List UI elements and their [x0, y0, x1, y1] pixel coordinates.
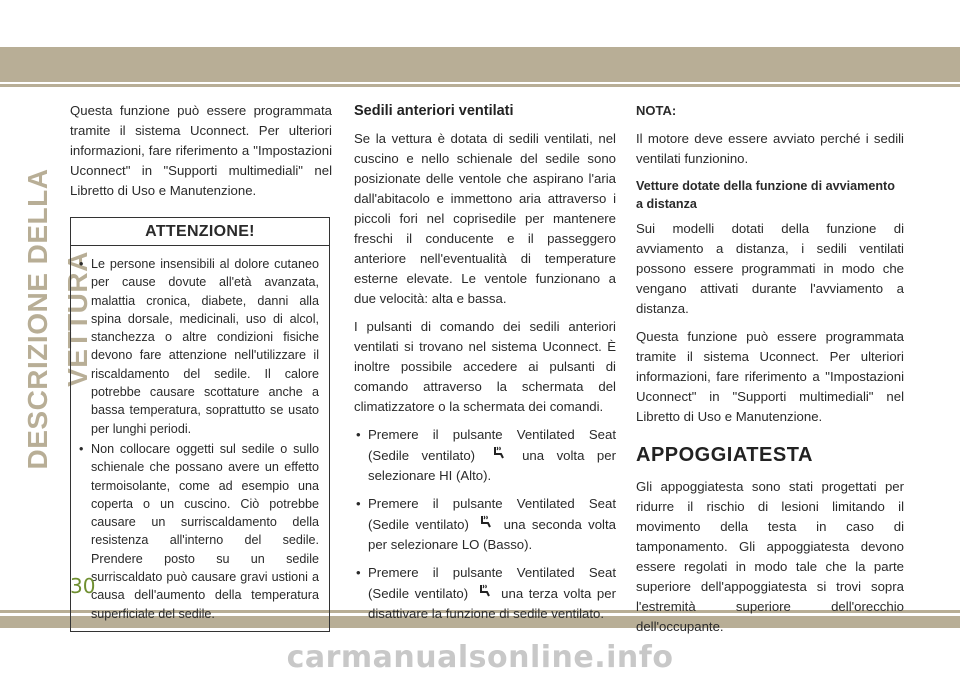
list-item [354, 425, 616, 486]
section-side-tab [18, 104, 93, 534]
ventilated-seat-icon [477, 514, 493, 530]
top-band [0, 47, 960, 82]
paragraph: I pulsanti di comando dei sedili anteriori ventilati si trovano nel sistema Uconnect. È inoltre possibile accedere ai pulsanti di comando attraverso la schermata del climatizzatore o la schermata dei comandi. [354, 319, 616, 414]
note-text: Il motore deve essere avviato perché i sedili ventilati funzionino. [636, 131, 904, 166]
list-item-pre: Premere il pulsante Ventilated Seat (Sedile ventilato) [368, 427, 616, 463]
warning-item: • Non collocare oggetti sul sedile o sullo schienale che possano avere un effetto termoisolante, come ad esempio una coperta o un cuscino. Ciò potrebbe causare un surriscaldamento della resistenza all'interno del sedile. Prendere posto su un sedile surriscaldato può causare gravi ustioni a causa dell'aumento della temperatura superficiale del sedile. [77, 440, 319, 623]
page-number: 30 [70, 574, 96, 598]
section-heading-headrests: APPOGGIATESTA [636, 444, 813, 466]
list-item [354, 494, 616, 555]
watermark: carmanualsonline.info [286, 640, 674, 675]
list-item-post: una volta per selezionare HI (Alto). [368, 448, 616, 483]
warning-title: ATTENZIONE! [71, 218, 329, 246]
subheading-remote-start: Vetture dotate della funzione di avviamento a distanza [636, 179, 895, 211]
list-item [354, 563, 616, 624]
column-left [70, 101, 332, 632]
ventilated-seat-icon [490, 445, 506, 461]
warning-box [70, 217, 330, 632]
paragraph: Gli appoggiatesta sono stati progettati per ridurre il rischio di lesioni limitando il movimento della testa in caso di tamponamento. Gli appoggiatesta devono essere regolati in modo tale che la parte superiore dell'appoggiatesta si trovi sopra l'estremità superiore dell'orecchio dell'occupante. [636, 479, 904, 634]
paragraph: Sui modelli dotati della funzione di avviamento a distanza, i sedili ventilati possono essere programmati in modo che vengano attivati durante l'avviamento a distanza. [636, 221, 904, 316]
list-item-post: una terza volta per disattivare la funzione di sedile ventilato. [368, 586, 616, 621]
column-middle [354, 101, 616, 632]
list-item-pre: Premere il pulsante Ventilated Seat (Sedile ventilato) [368, 496, 616, 532]
paragraph: Se la vettura è dotata di sedili ventilati, nel cuscino e nello schienale del sedile sono posizionate delle ventole che aspirano l'aria dall'abitacolo e immettono aria attraverso i piccoli fori nel coprisedile per mantenere freschi il conducente e il passeggero anteriore nell'eventualità di temperature esterne elevate. Le ventole funzionano a due velocità: alta e bassa. [354, 131, 616, 306]
warning-list [71, 246, 329, 631]
warning-item: • Le persone insensibili al dolore cutaneo per cause dovute all'età avanzata, malattia cronica, diabete, danni alla spina dorsale, medicinali, uso di alcol, stanchezza o altre condizioni fisiche devono fare attenzione nell'utilizzare il riscaldamento del sedile. Il calore potrebbe causare scottature anche a bassa temperatura, soprattutto se usato per lunghi periodi. [77, 255, 319, 438]
paragraph: Questa funzione può essere programmata tramite il sistema Uconnect. Per ulteriori informazioni, fare riferimento a "Impostazioni Uconnect" in "Supporti multimediali" nel Libretto di Uso e Manutenzione. [636, 329, 904, 424]
list-item-pre: Premere il pulsante Ventilated Seat (Sedile ventilato) [368, 565, 616, 601]
ventilated-seat-icon [476, 583, 492, 599]
top-band-line [0, 84, 960, 87]
column-right [636, 101, 904, 645]
intro-paragraph: Questa funzione può essere programmata tramite il sistema Uconnect. Per ulteriori informazioni, fare riferimento a "Impostazioni Uconnect" in "Supporti multimediali" nel Libretto di Uso e Manutenzione. [70, 103, 332, 198]
section-heading-ventilated-seats: Sedili anteriori ventilati [354, 103, 514, 119]
instruction-list [354, 425, 616, 624]
list-item-post: una seconda volta per selezionare LO (Basso). [368, 517, 616, 552]
section-side-tab-label: DESCRIZIONE DELLA VETTURA [22, 168, 93, 470]
note-label: NOTA: [636, 103, 677, 118]
